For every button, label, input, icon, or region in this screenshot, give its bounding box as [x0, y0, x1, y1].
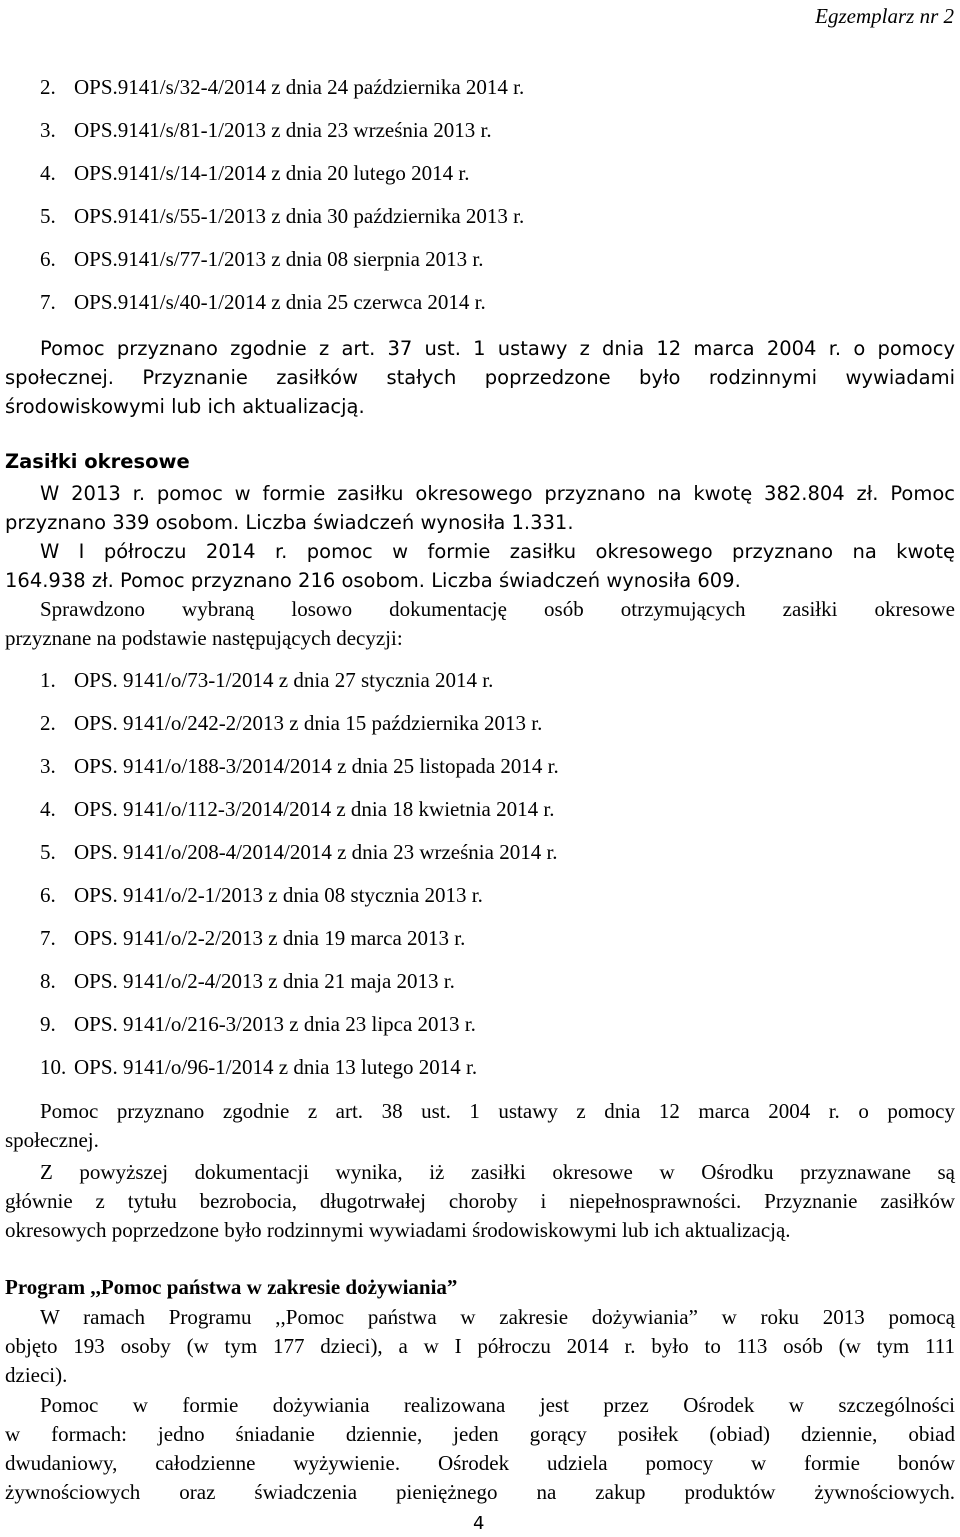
page-number: 4: [473, 1513, 485, 1534]
list-item: 5. OPS.9141/s/55-1/2013 z dnia 30 października 2013 r.: [40, 204, 525, 228]
list-item: 10. OPS. 9141/o/96-1/2014 z dnia 13 lutego 2014 r.: [40, 1055, 478, 1079]
list-item: 8. OPS. 9141/o/2-4/2013 z dnia 21 maja 2013 r.: [40, 969, 455, 993]
list-item: 7. OPS.9141/s/40-1/2014 z dnia 25 czerwca 2014 r.: [40, 290, 486, 314]
conclusion-paragraph: Z powyższej dokumentacji wynika, iż zasiłki okresowe w Ośrodku przyznawane są głównie z tytułu bezrobocia, długotrwałej choroby i niepełnosprawności. Przyznanie zasiłków okresowych poprzedzone było rodzinnymi wywiadami środowiskowymi lub ich aktualizacją.: [5, 1160, 955, 1242]
program-paragraph-2: Pomoc w formie dożywiania realizowana jest przez Ośrodek w szczególności w formach: jedno śniadanie dziennie, jeden gorący posiłek (obiad) dziennie, obiad dwudaniowy, całodzienne wyżywienie. Ośrodek udziela pomocy w formie bonów żywnościowych oraz świadczenia pieniężnego na zakup produktów żywnościowych.: [5, 1393, 955, 1504]
list-item: 2. OPS.9141/s/32-4/2014 z dnia 24 października 2014 r.: [40, 75, 525, 99]
list-item: 6. OPS.9141/s/77-1/2013 z dnia 08 sierpnia 2013 r.: [40, 247, 484, 271]
list-item: 2. OPS. 9141/o/242-2/2013 z dnia 15 października 2013 r.: [40, 711, 543, 735]
program-paragraph-1: W ramach Programu ,,Pomoc państwa w zakresie dożywiania” w roku 2013 pomocą objęto 193 osoby (w tym 177 dzieci), a w I półroczu 2014 r. było to 113 osób (w tym 111 dzieci).: [5, 1305, 955, 1387]
section-heading-okresowe: Zasiłki okresowe: [5, 450, 190, 473]
legal-paragraph-2: Pomoc przyznano zgodnie z art. 38 ust. 1 ustawy z dnia 12 marca 2004 r. o pomocy społecznej.: [5, 1099, 955, 1152]
list-item: 7. OPS. 9141/o/2-2/2013 z dnia 19 marca 2013 r.: [40, 926, 466, 950]
okresowe-paragraph-1: W 2013 r. pomoc w formie zasiłku okresowego przyznano na kwotę 382.804 zł. Pomoc przyznano 339 osobom. Liczba świadczeń wynosiła 1.331. W I półroczu 2014 r. pomoc w formie zasiłku okresowego przyznano na kwotę 164.938 zł. Pomoc przyznano 216 osobom. Liczba świadczeń wynosiła 609.: [5, 482, 955, 592]
list-item: 5. OPS. 9141/o/208-4/2014/2014 z dnia 23 września 2014 r.: [40, 840, 558, 864]
decision-list-o: [40, 666, 940, 1096]
copy-label: Egzemplarz nr 2: [815, 4, 954, 28]
list-item: 4. OPS.9141/s/14-1/2014 z dnia 20 lutego 2014 r.: [40, 161, 470, 185]
decision-list-s: [40, 73, 940, 331]
list-item: 3. OPS.9141/s/81-1/2013 z dnia 23 września 2013 r.: [40, 118, 492, 142]
okresowe-paragraph-3: Sprawdzono wybraną losowo dokumentację osób otrzymujących zasiłki okresowe przyznane na podstawie następujących decyzji:: [5, 597, 955, 650]
list-item: 6. OPS. 9141/o/2-1/2013 z dnia 08 stycznia 2013 r.: [40, 883, 483, 907]
legal-paragraph-1-cont: społecznej. Przyznanie zasiłków stałych poprzedzone było rodzinnymi wywiadami środowiskowymi lub ich aktualizacją.: [5, 366, 955, 418]
section-heading-program: Program ,,Pomoc państwa w zakresie dożywiania”: [5, 1275, 458, 1299]
list-item: 9. OPS. 9141/o/216-3/2013 z dnia 23 lipca 2013 r.: [40, 1012, 476, 1036]
list-item: 4. OPS. 9141/o/112-3/2014/2014 z dnia 18 kwietnia 2014 r.: [40, 797, 555, 821]
list-item: 3. OPS. 9141/o/188-3/2014/2014 z dnia 25 listopada 2014 r.: [40, 754, 559, 778]
legal-paragraph-1: Pomoc przyznano zgodnie z art. 37 ust. 1 ustawy z dnia 12 marca 2004 r. o pomocy: [40, 337, 955, 360]
list-item: 1. OPS. 9141/o/73-1/2014 z dnia 27 stycznia 2014 r.: [40, 668, 494, 692]
